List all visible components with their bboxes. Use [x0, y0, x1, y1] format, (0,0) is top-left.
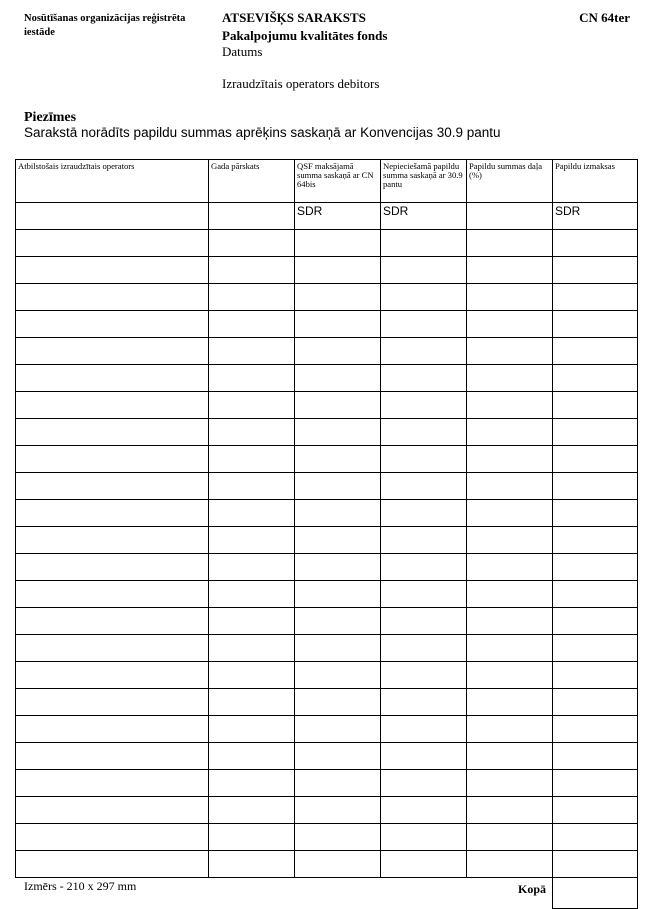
date-label: Datums [222, 44, 263, 59]
unit-cell[interactable]: SDR [553, 203, 638, 230]
table-cell[interactable] [209, 257, 295, 284]
table-row [16, 716, 638, 743]
table-cell[interactable] [295, 635, 381, 662]
table-cell[interactable] [553, 527, 638, 554]
notes-text: Sarakstā norādīts papildu summas aprēķins saskaņā ar Konvencijas 30.9 pantu [24, 125, 501, 140]
total-label: Kopā [517, 882, 546, 896]
table-cell[interactable] [467, 635, 553, 662]
table-cell[interactable] [295, 824, 381, 851]
table-row [16, 446, 638, 473]
column-header: Papildu summas daļa (%) [467, 160, 553, 203]
table-cell[interactable] [295, 284, 381, 311]
table-cell[interactable] [295, 689, 381, 716]
table-row [16, 365, 638, 392]
table-cell[interactable] [553, 365, 638, 392]
notes-heading: Piezīmes [24, 110, 77, 125]
table-cell[interactable] [209, 527, 295, 554]
table-cell[interactable] [209, 635, 295, 662]
table-row [16, 284, 638, 311]
column-header: QSF maksājamā summa saskaņā ar CN 64bis [295, 160, 381, 203]
table-cell[interactable] [295, 392, 381, 419]
table-cell[interactable] [553, 500, 638, 527]
table-cell[interactable] [295, 311, 381, 338]
table-cell[interactable] [467, 662, 553, 689]
table-cell[interactable] [209, 446, 295, 473]
table-cell[interactable] [467, 473, 553, 500]
table-cell[interactable] [16, 662, 209, 689]
unit-cell[interactable] [209, 203, 295, 230]
table-row [16, 230, 638, 257]
table-cell[interactable] [381, 446, 467, 473]
table-cell[interactable] [16, 365, 209, 392]
table-cell[interactable] [553, 716, 638, 743]
table-cell[interactable] [467, 797, 553, 824]
table-cell[interactable] [16, 527, 209, 554]
table-row [16, 419, 638, 446]
table-cell[interactable] [467, 392, 553, 419]
form-code: CN 64ter [579, 10, 630, 25]
table-row [16, 500, 638, 527]
table-cell[interactable] [553, 338, 638, 365]
table-cell[interactable] [467, 581, 553, 608]
table-cell[interactable] [209, 689, 295, 716]
table-cell[interactable] [467, 716, 553, 743]
table-cell[interactable] [295, 446, 381, 473]
table-row [16, 257, 638, 284]
table-cell[interactable] [209, 797, 295, 824]
table-row [16, 743, 638, 770]
table-cell[interactable] [467, 689, 553, 716]
table-cell[interactable] [16, 797, 209, 824]
table-cell[interactable] [553, 689, 638, 716]
table-cell[interactable] [16, 851, 209, 878]
table-cell[interactable] [295, 608, 381, 635]
table-cell[interactable] [553, 851, 638, 878]
unit-cell[interactable]: SDR [295, 203, 381, 230]
table-cell[interactable] [209, 473, 295, 500]
table-cell[interactable] [209, 419, 295, 446]
table-cell[interactable] [209, 824, 295, 851]
table-cell[interactable] [295, 257, 381, 284]
table-cell[interactable] [16, 824, 209, 851]
table-cell[interactable] [295, 716, 381, 743]
table-cell[interactable] [209, 581, 295, 608]
table-cell[interactable] [295, 365, 381, 392]
table-cell[interactable] [209, 770, 295, 797]
table-cell[interactable] [467, 446, 553, 473]
table-cell[interactable] [467, 527, 553, 554]
table-cell[interactable] [381, 257, 467, 284]
table-cell[interactable] [295, 770, 381, 797]
table-cell[interactable] [209, 230, 295, 257]
table-cell[interactable] [381, 851, 467, 878]
table-cell[interactable] [209, 392, 295, 419]
document-title: ATSEVIŠĶS SARAKSTS [222, 10, 366, 25]
table-cell[interactable] [16, 770, 209, 797]
table-cell[interactable] [553, 743, 638, 770]
table-cell[interactable] [467, 338, 553, 365]
table-row [16, 473, 638, 500]
table-cell[interactable] [381, 365, 467, 392]
unit-cell[interactable]: SDR [381, 203, 467, 230]
column-header: Gada pārskats [209, 160, 295, 203]
table-cell[interactable] [295, 419, 381, 446]
table-cell[interactable] [295, 500, 381, 527]
table-cell[interactable] [553, 311, 638, 338]
table-cell[interactable] [16, 419, 209, 446]
table-cell[interactable] [381, 419, 467, 446]
table-cell[interactable] [553, 257, 638, 284]
table-cell[interactable] [295, 662, 381, 689]
statement-table [15, 159, 638, 909]
table-cell[interactable] [16, 743, 209, 770]
table-cell[interactable] [553, 581, 638, 608]
table-cell[interactable] [553, 230, 638, 257]
table-cell[interactable] [381, 500, 467, 527]
table-cell[interactable] [381, 581, 467, 608]
table-cell[interactable] [553, 419, 638, 446]
table-cell[interactable] [467, 500, 553, 527]
table-cell[interactable] [381, 554, 467, 581]
table-cell[interactable] [553, 446, 638, 473]
table-row [16, 608, 638, 635]
table-cell[interactable] [553, 770, 638, 797]
table-cell[interactable] [295, 554, 381, 581]
document-subtitle: Pakalpojumu kvalitātes fonds [222, 28, 388, 43]
table-cell[interactable] [209, 662, 295, 689]
table-row [16, 581, 638, 608]
table-cell[interactable] [209, 365, 295, 392]
table-cell[interactable] [553, 473, 638, 500]
table-cell[interactable] [381, 338, 467, 365]
table-row [16, 689, 638, 716]
table-cell[interactable] [467, 419, 553, 446]
table-cell[interactable] [209, 500, 295, 527]
table-cell[interactable] [467, 554, 553, 581]
table-cell[interactable] [209, 554, 295, 581]
column-header: Papildu izmaksas [553, 160, 638, 203]
table-cell[interactable] [209, 608, 295, 635]
table-cell[interactable] [16, 257, 209, 284]
table-cell[interactable] [295, 797, 381, 824]
table-row [16, 770, 638, 797]
table-cell[interactable] [467, 770, 553, 797]
table-cell[interactable] [295, 851, 381, 878]
table-cell[interactable] [467, 851, 553, 878]
table-header-row [16, 160, 638, 203]
table-cell[interactable] [553, 797, 638, 824]
table-cell[interactable] [381, 392, 467, 419]
table-cell[interactable] [381, 527, 467, 554]
table-cell[interactable] [209, 338, 295, 365]
table-cell[interactable] [16, 500, 209, 527]
table-row [16, 635, 638, 662]
table-row [16, 392, 638, 419]
table-cell[interactable] [553, 392, 638, 419]
table-cell[interactable] [381, 824, 467, 851]
table-cell[interactable] [209, 743, 295, 770]
table-row [16, 527, 638, 554]
table-cell[interactable] [295, 473, 381, 500]
table-cell[interactable] [381, 608, 467, 635]
column-header: Atbilstošais izraudzītais operators [16, 160, 209, 203]
table-cell[interactable] [381, 689, 467, 716]
table-cell[interactable] [16, 338, 209, 365]
table-cell[interactable] [553, 608, 638, 635]
table-cell[interactable] [295, 581, 381, 608]
table-cell[interactable] [553, 662, 638, 689]
table-cell[interactable] [209, 311, 295, 338]
table-cell[interactable] [467, 311, 553, 338]
table-cell[interactable] [553, 824, 638, 851]
table-cell[interactable] [16, 716, 209, 743]
table-cell[interactable] [381, 770, 467, 797]
table-cell[interactable] [16, 446, 209, 473]
table-cell[interactable] [381, 311, 467, 338]
table-cell[interactable] [467, 824, 553, 851]
column-header: Nepieciešamā papildu summa saskaņā ar 30.9 pantu [381, 160, 467, 203]
table-cell[interactable] [209, 851, 295, 878]
table-cell[interactable] [295, 743, 381, 770]
table-cell[interactable] [295, 527, 381, 554]
table-cell[interactable] [467, 743, 553, 770]
table-row [16, 338, 638, 365]
table-cell[interactable] [553, 284, 638, 311]
debtor-operator-label: Izraudzītais operators debitors [222, 76, 380, 91]
table-cell[interactable] [381, 743, 467, 770]
table-row [16, 554, 638, 581]
table-cell[interactable] [295, 230, 381, 257]
table-cell[interactable] [467, 284, 553, 311]
table-cell[interactable] [467, 257, 553, 284]
table-cell[interactable] [16, 581, 209, 608]
page-size-note: Izmērs - 210 x 297 mm [24, 879, 137, 893]
table-cell[interactable] [467, 608, 553, 635]
table-cell[interactable] [16, 311, 209, 338]
table-row [16, 824, 638, 851]
table-cell[interactable] [16, 284, 209, 311]
table-cell[interactable] [16, 635, 209, 662]
table-row [16, 311, 638, 338]
table-row [16, 662, 638, 689]
table-cell[interactable] [16, 473, 209, 500]
table-cell[interactable] [209, 284, 295, 311]
table-cell[interactable] [381, 635, 467, 662]
table-cell[interactable] [209, 716, 295, 743]
table-unit-row [16, 203, 638, 230]
table-cell[interactable] [16, 608, 209, 635]
unit-cell[interactable] [16, 203, 209, 230]
table-row [16, 851, 638, 878]
table-row [16, 797, 638, 824]
table-cell[interactable] [295, 338, 381, 365]
table-cell[interactable] [381, 716, 467, 743]
table-cell[interactable] [381, 473, 467, 500]
table-cell[interactable] [381, 797, 467, 824]
table-cell[interactable] [553, 554, 638, 581]
table-cell[interactable] [467, 365, 553, 392]
table-cell[interactable] [16, 230, 209, 257]
unit-cell[interactable] [467, 203, 553, 230]
table-cell[interactable] [16, 554, 209, 581]
table-cell[interactable] [381, 662, 467, 689]
table-cell[interactable] [16, 392, 209, 419]
table-cell[interactable] [16, 689, 209, 716]
table-cell[interactable] [467, 230, 553, 257]
table-cell[interactable] [381, 230, 467, 257]
sender-organization-label: Nosūtīšanas organizācijas reģistrēta iestāde [24, 13, 186, 38]
table-cell[interactable] [381, 284, 467, 311]
table-cell[interactable] [553, 635, 638, 662]
